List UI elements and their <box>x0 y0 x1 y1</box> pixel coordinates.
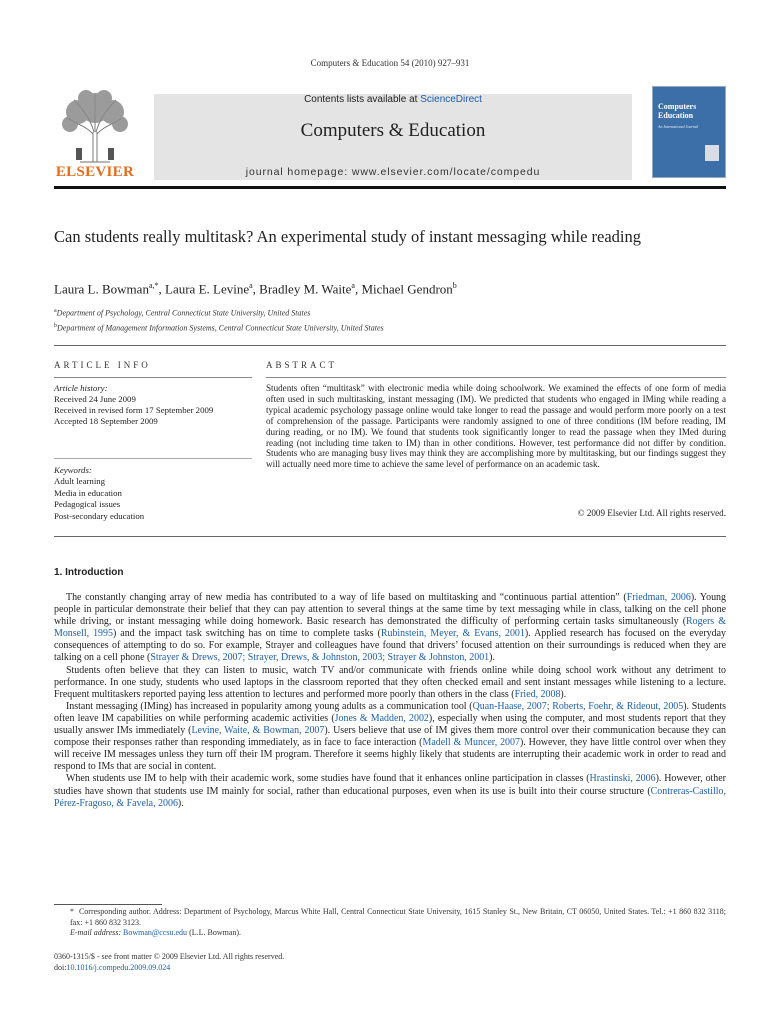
history-item: Received in revised form 17 September 2009 <box>54 405 214 415</box>
body-text: ). However, they have little control over when they will receive IM messages unless they turn off their IM program. Therefore it seems highly likely that students are interrupting their academic work in order to read and respond to IMs that are social in content. <box>54 737 727 773</box>
doi-line <box>54 963 284 974</box>
cover-title <box>658 102 696 120</box>
author-affiliation-marker: a <box>351 281 355 290</box>
journal-homepage[interactable]: journal homepage: www.elsevier.com/locate/compedu <box>245 166 541 178</box>
article-history-label: Article history: <box>54 383 108 393</box>
body-text: ). Young people in particular demonstrate their belief that they can pay attention to several things at the same time by text messaging while in class, talking on the cell phone while driving, or instant messaging while doing homework. Basic research has demonstrated the difficulty of performing certain tasks simultaneously ( <box>54 592 726 628</box>
front-matter <box>54 952 284 973</box>
body-text: Instant messaging (IMing) has increased in popularity among young adults as a communication tool ( <box>66 700 473 712</box>
section-heading-introduction: 1. Introduction <box>54 567 124 578</box>
keywords-label: Keywords: <box>54 465 92 475</box>
body-text: ), especially when using the computer, and most students report that they usually answer IMs immediately ( <box>54 712 726 737</box>
abstract-text: Students often “multitask” with electronic media while doing schoolwork. We examined the effects of one form of media often used in such multitasking, instant messaging (IM). We predicted that students who engaged in IMing while reading a typical academic psychology passage online would take longer to read the passage and would perform more poorly on a test of comprehension of the passage. Participants were randomly assigned to one of three conditions (IM before reading, IM during reading, or no IM). We found that students took significantly longer to read the passage when they IMed during reading (not including time taken to IM) than in other conditions. However, test performance did not differ by condition. Students who are managing busy lives may think they are accomplishing more by multitasking, but our findings suggest they will actually need more time to achieve the same level of performance on an academic task. <box>266 383 726 470</box>
elsevier-logo[interactable] <box>54 86 136 182</box>
corresponding-author-footnote <box>54 907 726 939</box>
footnote-rule <box>54 904 162 905</box>
sciencedirect-link[interactable]: ScienceDirect <box>420 94 482 105</box>
contents-prefix: Contents lists available at <box>304 94 421 105</box>
footnote-marker: * <box>70 907 74 916</box>
journal-cover-thumbnail[interactable] <box>652 86 726 178</box>
author-separator: , <box>354 281 362 297</box>
body-text: The constantly changing array of new media has contributed to a way of life based on multitasking and “continuous partial attention” ( <box>66 592 627 603</box>
body-paragraph <box>54 701 726 774</box>
body-text: ). However, other studies have shown that students use IM mainly for social, rather than educational purposes, even when its use is built into their course structure ( <box>54 773 726 797</box>
journal-citation: Computers & Education 54 (2010) 927–931 <box>310 58 470 68</box>
citation-link[interactable]: Fried, 2008 <box>514 688 561 700</box>
keywords-rule <box>54 458 252 459</box>
cover-subtitle: An International Journal <box>658 124 698 129</box>
journal-masthead <box>54 86 726 182</box>
affiliation-line <box>54 320 726 335</box>
article-history-list <box>54 394 254 427</box>
elsevier-tree-icon <box>60 88 130 164</box>
body-paragraph <box>54 773 726 809</box>
cover-title-line-1: Computers <box>658 102 697 111</box>
section-rule-2 <box>54 536 726 537</box>
author-email-link[interactable]: Bowman@ccsu.edu <box>123 928 188 938</box>
header-rule <box>54 186 726 189</box>
elsevier-wordmark: ELSEVIER <box>55 164 135 180</box>
affiliation-text: Department of Psychology, Central Connecticut State University, United States <box>56 308 311 318</box>
author-name[interactable]: Bradley M. Waite <box>259 281 352 297</box>
body-text: Students often believe that they can listen to music, watch TV and/or communicate with friends online while doing school work without any detriment to performance. In one study, students who used laptops in the classroom reported that they often checked email and sent instant messages while listening to a lecture. Frequent multitaskers reported paying less attention to lectures and performed more poorly than others in the class ( <box>54 664 726 700</box>
citation-link[interactable]: Rubinstein, Meyer, & Evans, 2001 <box>380 628 525 640</box>
author-separator: , <box>252 281 260 297</box>
abstract-heading: ABSTRACT <box>266 360 338 370</box>
author-affiliation-marker: a <box>249 281 253 290</box>
affiliation-marker: a <box>54 308 57 314</box>
doi-label: doi: <box>54 962 67 972</box>
citation-link[interactable]: Jones & Madden, 2002 <box>334 712 429 724</box>
body-text: ). Students often leave IM capabilities on while performing academic activities ( <box>54 700 726 724</box>
citation-link[interactable]: Strayer & Drews, 2007; Strayer, Drews, & Johnston, 2003; Strayer & Johnston, 2001 <box>150 652 490 664</box>
body-text: ). <box>489 652 495 664</box>
footnote-email-label: E-mail address: <box>70 928 124 938</box>
article-title: Can students really multitask? An experimental study of instant messaging while reading <box>54 227 642 246</box>
contents-available-line <box>154 94 632 105</box>
article-info-rule <box>54 377 252 378</box>
affiliation-line <box>54 305 726 320</box>
body-text: ). Users believe that use of IM gives them more control over their communication because they can compose their responses rather than responding immediately, as in face to face interaction ( <box>54 725 726 749</box>
abstract-copyright: © 2009 Elsevier Ltd. All rights reserved. <box>577 508 726 518</box>
history-item: Received 24 June 2009 <box>54 394 136 404</box>
body-text: ) and the impact task switching has on time to complete tasks ( <box>112 628 381 640</box>
abstract-rule <box>266 377 726 378</box>
affiliation-marker: b <box>54 322 57 329</box>
author-list <box>54 281 726 297</box>
author-name[interactable]: Laura L. Bowman <box>54 281 149 297</box>
citation-link[interactable]: Hrastinski, 2006 <box>589 773 656 785</box>
body-paragraph <box>54 665 726 701</box>
citation-link[interactable]: Friedman, 2006 <box>626 592 691 603</box>
keyword-list <box>54 476 254 522</box>
keyword-item: Post-secondary education <box>54 510 145 521</box>
body-text: When students use IM to help with their academic work, some studies have found that it enhances online participation in classes ( <box>66 773 590 785</box>
citation-link[interactable]: Quan-Haase, 2007; Roberts, Foehr, & Rideout, 2005 <box>472 700 684 712</box>
affiliation-list <box>54 305 726 334</box>
body-text: ). Applied research has focused on the everyday consequences of attempting to do so. For example, Strayer and colleagues have found that drivers’ focused attention on their surroundings is reduced when they are talking on a cell phone ( <box>54 628 726 664</box>
doi-link[interactable]: 10.1016/j.compedu.2009.09.024 <box>66 962 171 972</box>
article-history <box>54 383 254 427</box>
keyword-item: Pedagogical issues <box>54 499 121 510</box>
citation-link[interactable]: Levine, Waite, & Bowman, 2007 <box>191 725 325 737</box>
cover-title-line-2: Education <box>658 111 694 120</box>
author-name[interactable]: Michael Gendron <box>361 281 453 297</box>
issn-line: 0360-1315/$ - see front matter © 2009 Elsevier Ltd. All rights reserved. <box>54 952 285 961</box>
article-info-heading: ARTICLE INFO <box>54 360 151 370</box>
footnote-email-suffix: (L.L. Bowman). <box>187 928 242 938</box>
body-text: ). <box>177 797 184 809</box>
author-name[interactable]: Laura E. Levine <box>165 281 250 297</box>
body-paragraph <box>54 592 726 665</box>
introduction-body <box>54 592 726 810</box>
author-affiliation-marker: a,* <box>148 281 159 290</box>
affiliation-text: Department of Management Information Systems, Central Connecticut State University, United States <box>57 323 384 333</box>
body-text: ). <box>560 688 567 700</box>
journal-name: Computers & Education <box>300 120 486 141</box>
keywords <box>54 465 254 522</box>
section-rule <box>54 345 726 346</box>
citation-link[interactable]: Rogers & Monsell, 1995 <box>54 616 727 640</box>
cover-badge <box>705 145 719 161</box>
citation-link[interactable]: Contreras-Castillo, Pérez-Fragoso, & Favela, 2006 <box>54 785 726 809</box>
citation-link[interactable]: Madell & Muncer, 2007 <box>422 737 520 749</box>
keyword-item: Media in education <box>54 487 122 498</box>
footnote-text: Corresponding author. Address: Department of Psychology, Marcus White Hall, Central Connecticut State University, 1615 Stanley St., New Britain, CT 06050, United States. Tel.: +1 860 832 3118; fax: +1 860 832 3123. <box>70 907 727 927</box>
history-item: Accepted 18 September 2009 <box>54 416 158 426</box>
author-separator: , <box>158 281 166 297</box>
author-affiliation-marker: b <box>452 281 457 290</box>
keyword-item: Adult learning <box>54 476 106 487</box>
